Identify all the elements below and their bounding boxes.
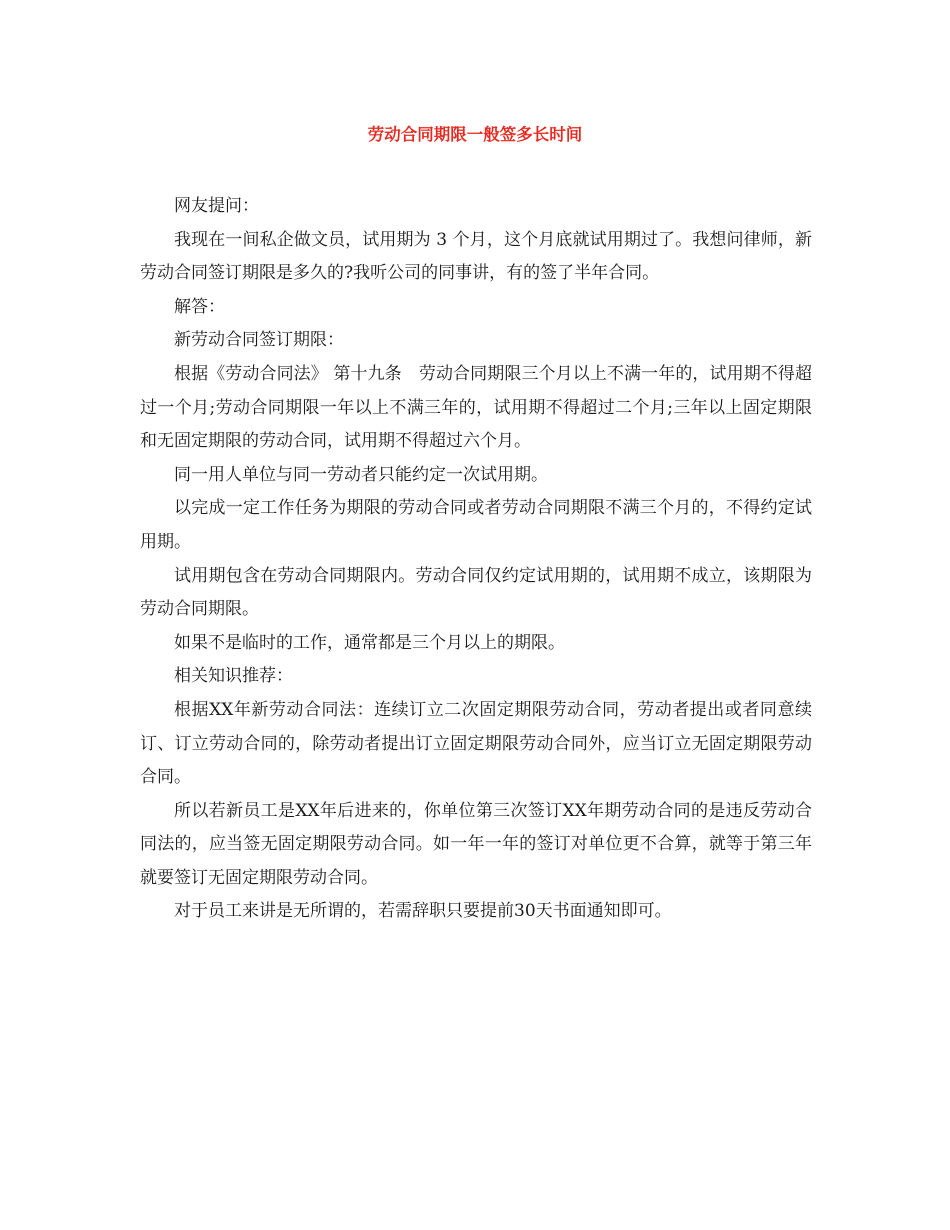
paragraph-question: 我现在一间私企做文员，试用期为 3 个月，这个月底就试用期过了。我想问律师，新劳动合同签订期限是多久的?我听公司的同事讲，有的签了半年合同。	[140, 229, 812, 284]
paragraph-single-probation: 同一用人单位与同一劳动者只能约定一次试用期。	[174, 464, 548, 485]
paragraph-new-employee: 所以若新员工是XX年后进来的，你单位第三次签订XX年期劳动合同的是违反劳动合同法的，应当签无固定期限劳动合同。如一年一年的签订对单位更不合算，就等于第三年就要签订无固定期限劳动合同。	[140, 800, 812, 888]
paragraph-question-label: 网友提问：	[174, 196, 259, 216]
paragraph-related-label: 相关知识推荐：	[174, 666, 293, 687]
document-body	[140, 190, 812, 929]
paragraph-non-temporary: 如果不是临时的工作，通常都是三个月以上的期限。	[174, 632, 565, 653]
paragraph-probation-included: 试用期包含在劳动合同期限内。劳动合同仅约定试用期的，试用期不成立，该期限为劳动合同期限。	[140, 565, 812, 620]
paragraph-resignation: 对于员工来讲是无所谓的，若需辞职只要提前30天书面通知即可。	[174, 901, 672, 922]
paragraph-law-article: 根据《劳动合同法》 第十九条 劳动合同期限三个月以上不满一年的，试用期不得超过一个月;劳动合同期限一年以上不满三年的，试用期不得超过二个月;三年以上固定期限和无固定期限的劳动合同，试用期不得超过六个月。	[140, 363, 812, 452]
paragraph-new-law: 根据XX年新劳动合同法：连续订立二次固定期限劳动合同，劳动者提出或者同意续订、订立劳动合同的，除劳动者提出订立固定期限劳动合同外，应当订立无固定期限劳动合同。	[140, 699, 812, 788]
paragraph-answer-label: 解答：	[174, 296, 225, 317]
document-title: 劳动合同期限一般签多长时间	[367, 125, 583, 144]
paragraph-task-based: 以完成一定工作任务为期限的劳动合同或者劳动合同期限不满三个月的，不得约定试用期。	[140, 498, 812, 552]
paragraph-subheading: 新劳动合同签订期限：	[174, 330, 344, 351]
